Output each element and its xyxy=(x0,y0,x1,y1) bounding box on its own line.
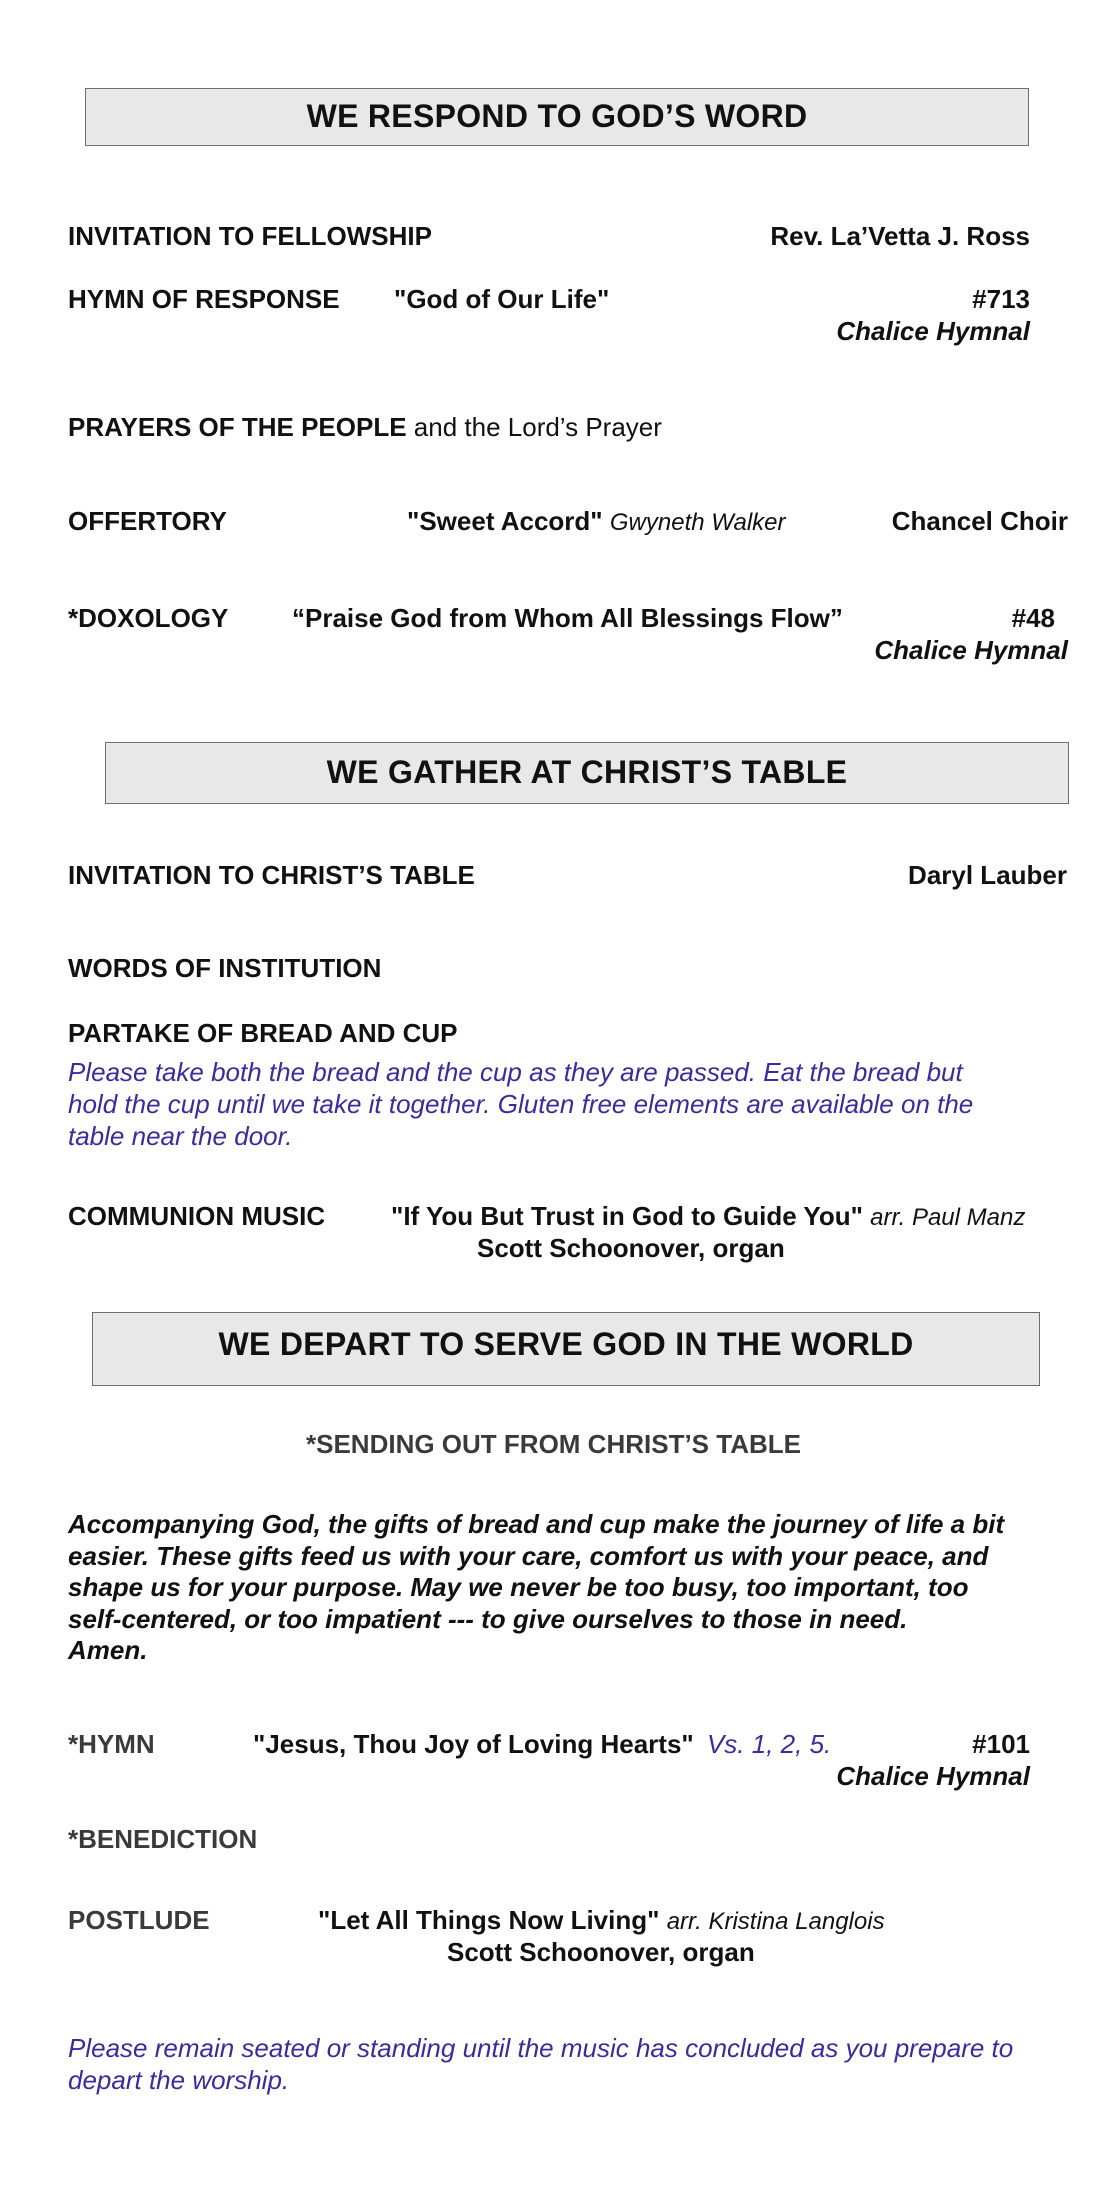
postlude-piece xyxy=(318,1904,885,1937)
invitation-table-label: INVITATION TO CHRIST’S TABLE xyxy=(68,860,475,890)
invitation-fellowship-label: INVITATION TO FELLOWSHIP xyxy=(68,221,432,251)
postlude-title: "Let All Things Now Living" xyxy=(318,1905,660,1935)
closing-note-line-2: depart the worship. xyxy=(68,2065,290,2095)
sending-prayer-line-3: shape us for your purpose. May we never be too busy, too important, too xyxy=(68,1572,969,1602)
offertory-performer: Chancel Choir xyxy=(891,506,1068,536)
words-institution-label: WORDS OF INSTITUTION xyxy=(68,953,382,983)
offertory-composer: Gwyneth Walker xyxy=(609,509,786,536)
sending-prayer-line-2: easier. These gifts feed us with your care, comfort us with your peace, and xyxy=(68,1541,989,1571)
section-header-depart xyxy=(92,1312,1040,1386)
doxology-number: #48 xyxy=(1011,603,1055,633)
sending-prayer-line-1: Accompanying God, the gifts of bread and cup make the journey of life a bit xyxy=(68,1509,1005,1539)
section-title: WE GATHER AT CHRIST’S TABLE xyxy=(326,754,848,790)
partake-instruction-line-3: table near the door. xyxy=(68,1121,293,1151)
invitation-table-leader: Daryl Lauber xyxy=(908,860,1067,890)
postlude-performer: Scott Schoonover, organ xyxy=(447,1937,755,1967)
section-title: WE DEPART TO SERVE GOD IN THE WORLD xyxy=(218,1326,914,1362)
sending-label: *SENDING OUT FROM CHRIST’S TABLE xyxy=(306,1429,801,1459)
hymn-title: "Jesus, Thou Joy of Loving Hearts" xyxy=(253,1729,694,1759)
offertory-title: "Sweet Accord" xyxy=(407,506,603,536)
doxology-label: *DOXOLOGY xyxy=(68,603,229,633)
hymn-label: *HYMN xyxy=(68,1729,155,1759)
section-title: WE RESPOND TO GOD’S WORD xyxy=(306,98,808,134)
closing-note-line-1: Please remain seated or standing until the music has concluded as you prepare to xyxy=(68,2033,1014,2063)
prayers-rest: and the Lord’s Prayer xyxy=(413,412,662,442)
postlude-arranger: arr. Kristina Langlois xyxy=(666,1908,885,1935)
prayers-label: PRAYERS OF THE PEOPLE xyxy=(68,412,407,442)
invitation-fellowship-leader: Rev. La’Vetta J. Ross xyxy=(770,221,1030,251)
hymn-response-title: "God of Our Life" xyxy=(394,284,610,314)
partake-instruction-line-2: hold the cup until we take it together. Gluten free elements are available on the xyxy=(68,1089,974,1119)
section-header-gather xyxy=(105,742,1069,804)
communion-arranger: arr. Paul Manz xyxy=(870,1204,1026,1231)
communion-performer: Scott Schoonover, organ xyxy=(477,1233,785,1263)
communion-piece xyxy=(391,1200,1025,1233)
prayers-line xyxy=(68,411,662,443)
benediction-label: *BENEDICTION xyxy=(68,1824,258,1854)
hymn-response-book: Chalice Hymnal xyxy=(836,316,1030,346)
offertory-label: OFFERTORY xyxy=(68,506,227,536)
doxology-book: Chalice Hymnal xyxy=(874,635,1068,665)
sending-prayer-line-4: self-centered, or too impatient --- to give ourselves to those in need. xyxy=(68,1604,908,1634)
partake-label: PARTAKE OF BREAD AND CUP xyxy=(68,1018,458,1048)
hymn-verses: Vs. 1, 2, 5. xyxy=(706,1729,832,1759)
sending-prayer-line-5: Amen. xyxy=(68,1635,148,1665)
communion-label: COMMUNION MUSIC xyxy=(68,1201,326,1231)
hymn-number: #101 xyxy=(972,1729,1030,1759)
hymn-response-label: HYMN OF RESPONSE xyxy=(68,284,340,314)
section-header-respond xyxy=(85,88,1029,146)
communion-title: "If You But Trust in God to Guide You" xyxy=(391,1201,863,1231)
doxology-title: “Praise God from Whom All Blessings Flow” xyxy=(292,603,843,633)
partake-instruction-line-1: Please take both the bread and the cup as they are passed. Eat the bread but xyxy=(68,1057,963,1087)
postlude-label: POSTLUDE xyxy=(68,1905,210,1935)
hymn-piece xyxy=(253,1728,831,1760)
hymn-book: Chalice Hymnal xyxy=(836,1761,1030,1791)
hymn-response-number: #713 xyxy=(972,284,1030,314)
offertory-piece xyxy=(407,505,786,538)
